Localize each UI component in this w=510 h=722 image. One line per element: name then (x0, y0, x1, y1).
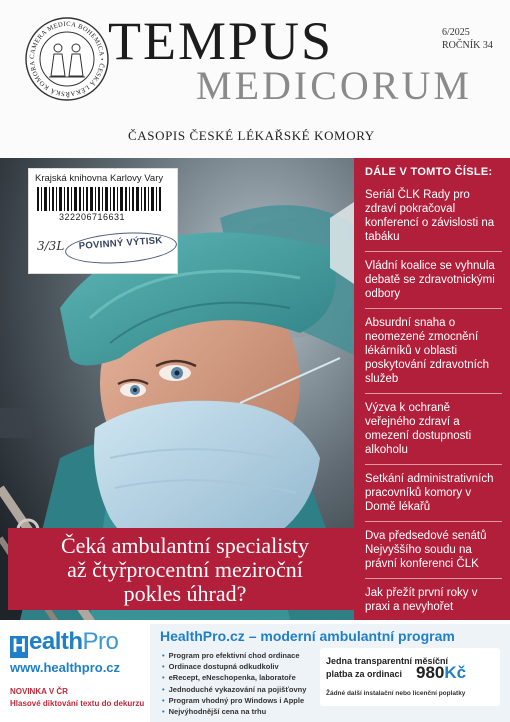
logo-text-thin: Pro (82, 628, 119, 655)
price-text-line-2: platba za ordinaci (326, 669, 403, 679)
library-name: Krajská knihovna Karlovy Vary (35, 173, 164, 184)
price-text-line-1: Jedna transparentní měsíční (326, 656, 449, 666)
price-note: Žádné další instalační nebo licenční poplatky (326, 690, 466, 697)
svg-text:CAMERA MEDICA BOHEMICA • ČESKÁ: CAMERA MEDICA BOHEMICA • ČESKÁ LÉKAŘSKÁ KOMORA (28, 20, 106, 98)
feature-item: • Nejvýhodnější cena na trhu (162, 706, 306, 717)
cover-headline (8, 528, 362, 610)
magazine-title-secondary: MEDICORUM (196, 63, 472, 108)
issue-number: 6/2025 (442, 27, 470, 38)
healthpro-logo-icon: H (10, 636, 28, 658)
volume-number: ROČNÍK 34 (442, 40, 493, 51)
feature-item: • Program pro efektivní chod ordinace (162, 650, 306, 661)
headline-line-2: až čtyřprocentní meziroční (67, 557, 303, 582)
magazine-subtitle: ČASOPIS ČESKÉ LÉKAŘSKÉ KOMORY (128, 128, 375, 143)
masthead (0, 0, 510, 158)
price-currency: Kč (444, 663, 467, 682)
headline-line-3: pokles úhrad? (123, 581, 247, 606)
feature-item: • eRecept, eNeschopenka, laboratoře (162, 672, 306, 683)
library-sticker (28, 168, 178, 274)
magazine-title-main: TEMPUS (108, 11, 334, 71)
stamp-label: POVINNÝ VÝTISK (78, 235, 163, 252)
story-item: Seriál ČLK Rady pro zdraví pokračoval konferencí o závislosti na tabáku (365, 188, 502, 252)
in-this-issue-sidebar (354, 158, 510, 620)
sidebar-title: DÁLE V TOMTO ČÍSLE: (365, 166, 493, 178)
price-box (320, 648, 500, 706)
feature-item: • Ordinace dostupná odkudkoliv (162, 661, 306, 672)
price-value (416, 663, 466, 683)
barcode-icon (37, 187, 161, 211)
story-item: Dva předsedové senátů Nejvyššího soudu na právní konferenci ČLK (365, 529, 502, 579)
barcode-number: 322206716631 (59, 212, 126, 222)
novinka-label: NOVINKA V ČR (10, 687, 68, 696)
story-item: Výzva k ochraně veřejného zdraví a omezení dostupnosti alkoholu (365, 401, 502, 465)
feature-item: • Program vhodný pro Windows i Apple (162, 695, 306, 706)
healthpro-logo (10, 628, 118, 658)
logo-text-bold: ealth (29, 628, 83, 655)
dictation-feature: Hlasové diktování textu do dekurzu (10, 699, 145, 708)
chamber-seal-icon (24, 16, 110, 102)
legal-deposit-stamp (64, 229, 178, 267)
healthpro-advertisement (0, 620, 510, 722)
price-amount: 980 (416, 663, 445, 682)
feature-item: • Jednoduché vykazování na pojišťovny (162, 684, 306, 695)
story-item: Jak přežít první roky v praxi a nevyhořet (365, 587, 478, 613)
handwritten-mark: 3/3L (37, 239, 65, 253)
story-item: Absurdní snaha o neomezené zmocnění lékárníků v oblasti poskytování zdravotních služeb (365, 316, 502, 394)
feature-list (162, 650, 306, 717)
ad-main-panel (150, 624, 510, 722)
issue-info (442, 26, 493, 52)
headline-line-1: Čeká ambulantní specialisty (60, 533, 310, 558)
healthpro-url: www.healthpro.cz (10, 660, 121, 675)
ad-title: HealthPro.cz – moderní ambulantní program (160, 628, 455, 644)
story-item: Setkání administrativních pracovníků komory v Domě lékařů (365, 472, 502, 522)
story-item: Vládní koalice se vyhnula debatě se zdravotnickými odbory (365, 259, 502, 309)
